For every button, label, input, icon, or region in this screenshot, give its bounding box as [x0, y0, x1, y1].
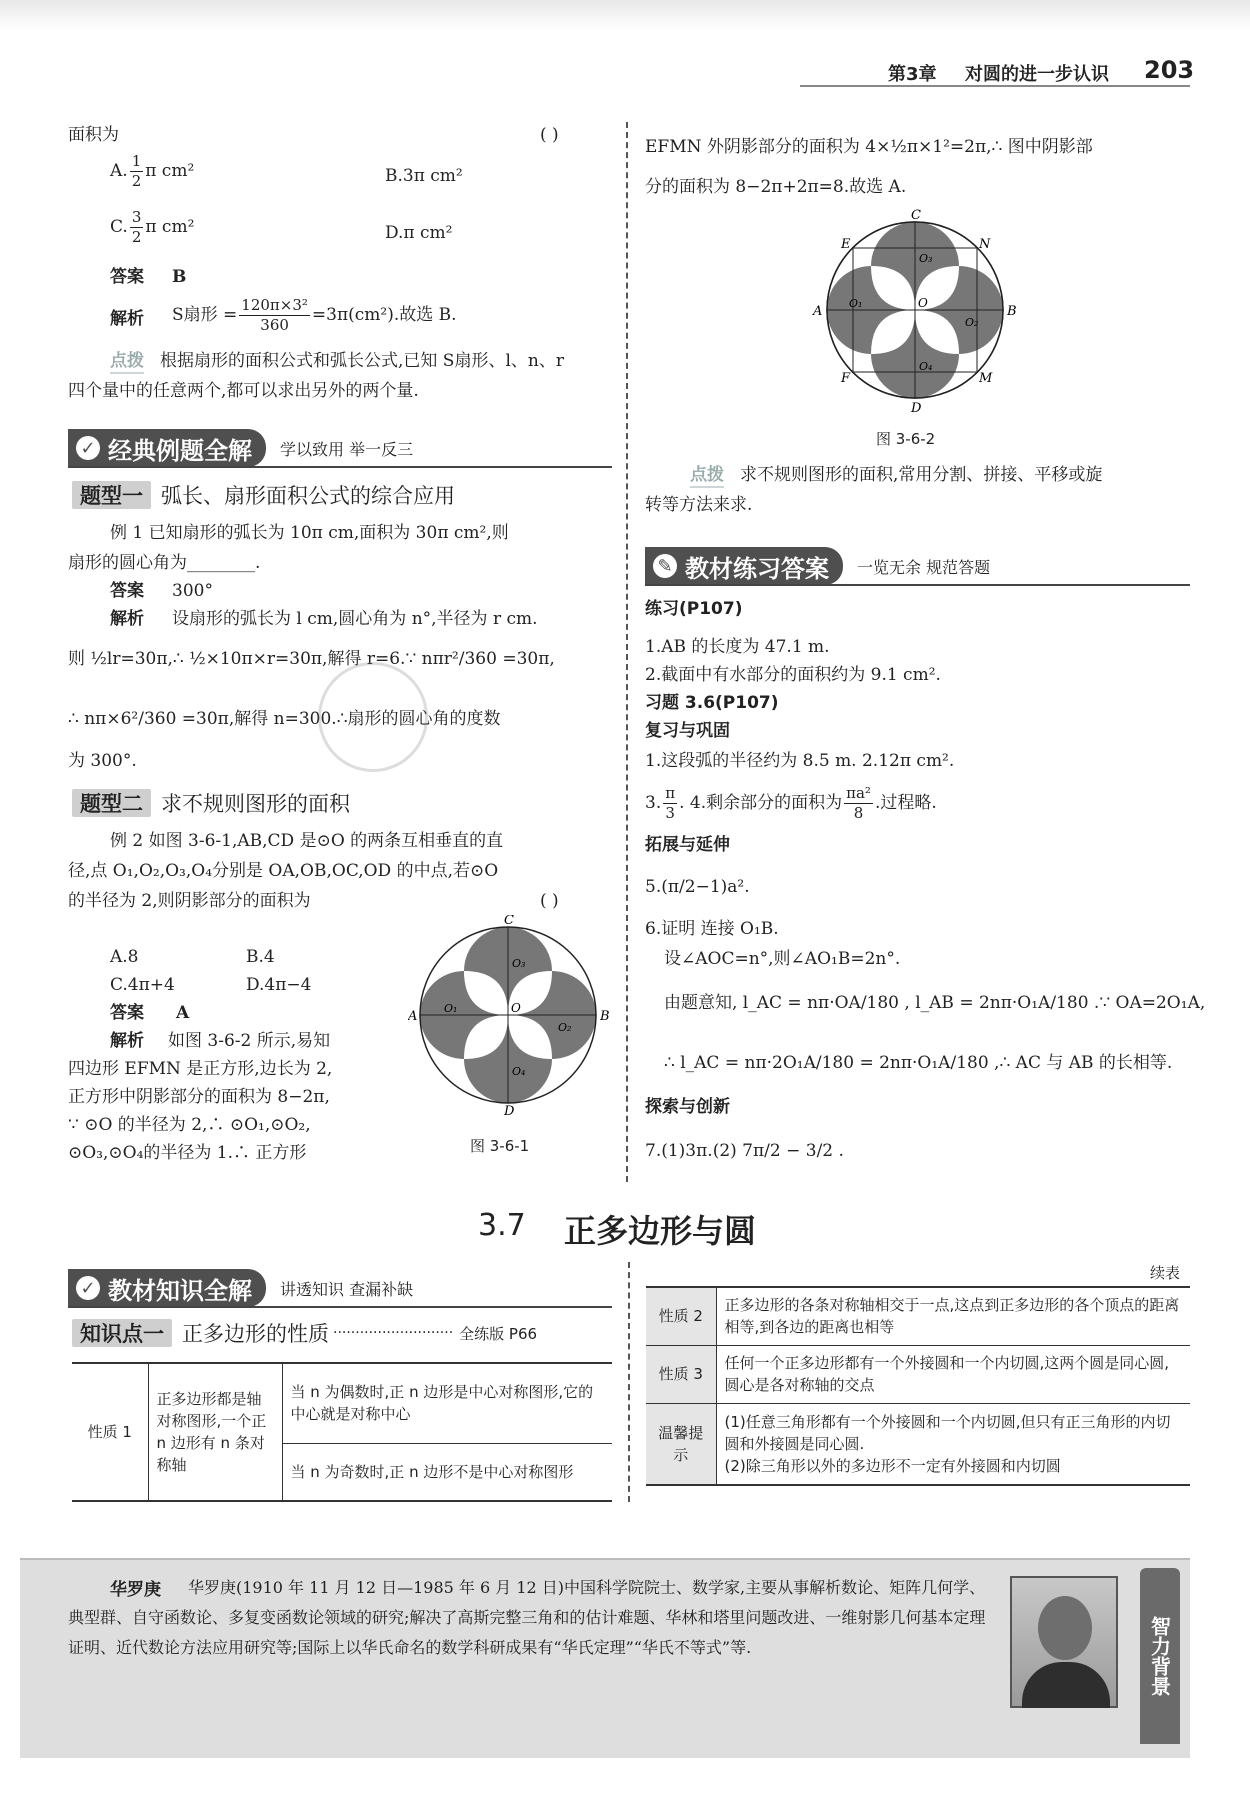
tip-label: 温馨提示	[646, 1403, 716, 1485]
tip-text: (1)任意三角形都有一个外接圆和一个内切圆,但只有正三角形的内切圆和外接圆是同心圆. (2)除三角形以外的多边形不一定有外接圆和内切圆	[716, 1403, 1190, 1485]
ex2-opt-a: A.8	[110, 947, 139, 967]
ex2-paren: ( )	[540, 891, 559, 911]
fig2-label-o: O	[918, 296, 928, 310]
practice-title: 练习(P107)	[645, 599, 743, 619]
answer-p2: 2.截面中有水部分的面积约为 9.1 cm².	[645, 665, 941, 685]
fig2-label-c: C	[911, 208, 921, 223]
fig2-label-o3: O₃	[919, 252, 933, 265]
ex1-jiexi-label: 解析	[110, 609, 144, 629]
answer-label-1: 答案	[110, 267, 144, 287]
page-number: 203	[1144, 56, 1195, 84]
answer-e6b: 设∠AOC=n°,则∠AO₁B=2n°.	[664, 949, 901, 969]
fig2-label-o4: O₄	[919, 360, 933, 373]
ex1-q2: 扇形的圆心角为________.	[68, 553, 261, 573]
ex1-jiexi: 设扇形的弧长为 l cm,圆心角为 n°,半径为 r cm.	[172, 609, 538, 629]
fig1-label-o3: O₃	[512, 957, 526, 970]
chapter-label: 第3章	[888, 64, 937, 85]
dianbo-label-1: 点拨	[110, 350, 144, 374]
ex2-jiexi-label: 解析	[110, 1031, 144, 1051]
fig2-label-d: D	[911, 401, 922, 416]
fig2-caption: 图 3-6-2	[876, 430, 936, 448]
option-a: A. $\frac{1}{2}$ π cm²	[110, 152, 195, 190]
answer-r2: 3. $\frac{\pi}{3}$ . 4.剩余部分的面积为 $\frac{\text{πa²}}{8}$ .过程略.	[645, 784, 937, 822]
section-classic: ✓ 经典例题全解 学以致用 举一反三	[68, 428, 413, 468]
feather-icon: ✎	[653, 554, 677, 578]
type1-heading: 题型一 弧长、扇形面积公式的综合应用	[72, 480, 455, 510]
answer-e5: 5.(π/2−1)a².	[645, 877, 750, 897]
dianbo2-line-1: 求不规则图形的面积,常用分割、拼接、平移或旋	[740, 465, 1103, 485]
ex1-q1: 例 1 已知扇形的弧长为 10π cm,面积为 30π cm²,则	[110, 523, 509, 543]
dianbo-line-1: 根据扇形的面积公式和弧长公式,已知 S扇形、l、n、r	[160, 351, 564, 371]
portrait-body	[1022, 1662, 1110, 1708]
fig2-label-b: B	[1007, 304, 1017, 319]
answer-1: B	[172, 267, 187, 287]
ex2-opt-b: B.4	[246, 947, 275, 967]
right-l2: 分的面积为 8−2π+2π=8.故选 A.	[645, 177, 907, 197]
explore-title: 探索与创新	[645, 1097, 730, 1117]
prop1-desc: 正多边形都是轴对称图形,一个正 n 边形有 n 条对称轴	[148, 1363, 282, 1501]
answer-e6d: ∴ l_AC = nπ·2O₁A/180 = 2nπ·O₁A/180 ,∴ AC 与 AB 的长相等.	[664, 1053, 1173, 1073]
dianbo2-line-2: 转等方法来求.	[645, 495, 753, 515]
fig2-label-e: E	[841, 237, 851, 252]
exercise-title: 习题 3.6(P107)	[645, 693, 779, 713]
dianbo-label-2: 点拨	[690, 464, 724, 488]
review-title: 复习与巩固	[645, 721, 730, 741]
portrait-frame	[1010, 1576, 1118, 1708]
ex2-j4: ∵ ⊙O 的半径为 2,∴ ⊙O₁,⊙O₂,	[68, 1115, 311, 1135]
property-table-right	[646, 1286, 1190, 1486]
q-intro: 面积为	[68, 125, 119, 145]
extension-title: 拓展与延伸	[645, 835, 730, 855]
section-number: 3.7	[478, 1208, 526, 1243]
property-table-left	[72, 1362, 612, 1502]
prop3-text: 任何一个正多边形都有一个外接圆和一个内切圆,这两个圆是同心圆,圆心是各对称轴的交点	[716, 1345, 1190, 1403]
answer-e6: 6.证明 连接 O₁B.	[645, 919, 779, 939]
section-title: 正多边形与圆	[564, 1212, 757, 1250]
fig1-label-d: D	[504, 1104, 515, 1115]
prop1-even: 当 n 为偶数时,正 n 边形是中心对称图形,它的中心就是对称中心	[282, 1363, 612, 1443]
ex2-q1: 例 2 如图 3-6-1,AB,CD 是⊙O 的两条互相垂直的直	[110, 831, 504, 851]
figure-3-6-1	[408, 915, 618, 1115]
type2-heading: 题型二 求不规则图形的面积	[72, 788, 350, 818]
answer-x7: 7.(1)3π.(2) 7π/2 − 3/2 .	[645, 1141, 844, 1161]
fig2-label-f: F	[841, 371, 851, 386]
jiexi-label-1: 解析	[110, 309, 144, 329]
option-b: B.3π cm²	[385, 166, 463, 186]
header-band	[0, 0, 1250, 30]
fig1-label-o2: O₂	[558, 1021, 572, 1034]
section-knowledge: ✓ 教材知识全解 讲透知识 查漏补缺	[68, 1268, 413, 1308]
ex2-j5: ⊙O₃,⊙O₄的半径为 1.∴ 正方形	[68, 1143, 307, 1163]
ex2-j2: 四边形 EFMN 是正方形,边长为 2,	[68, 1059, 333, 1079]
answer-r1: 1.这段弧的半径约为 8.5 m. 2.12π cm².	[645, 751, 955, 771]
option-c: C. $\frac{3}{2}$ π cm²	[110, 208, 195, 246]
fig2-label-o1: O₁	[849, 297, 863, 310]
ex2-q3: 的半径为 2,则阴影部分的面积为	[68, 891, 311, 911]
ex2-j3: 正方形中阴影部分的面积为 8−2π,	[68, 1087, 330, 1107]
fig1-label-b: B	[600, 1009, 610, 1024]
continued-label: 续表	[1150, 1264, 1181, 1282]
ex2-opt-d: D.4π−4	[246, 975, 312, 995]
column-divider-lower	[628, 1262, 630, 1502]
ex2-opt-c: C.4π+4	[110, 975, 175, 995]
prop2-text: 正多边形的各条对称轴相交于一点,这点到正多边形的各个顶点的距离相等,到各边的距离也相等	[716, 1287, 1190, 1345]
fig2-label-m: M	[979, 371, 993, 386]
check-icon: ✓	[76, 1276, 100, 1300]
fig2-label-a: A	[813, 304, 823, 319]
section-answers-rule	[645, 584, 1190, 586]
check-icon: ✓	[76, 436, 100, 460]
bio-name: 华罗庚	[110, 1580, 161, 1600]
prop3-label: 性质 3	[646, 1345, 716, 1403]
fig2-label-n: N	[979, 237, 991, 252]
prop1-label: 性质 1	[72, 1363, 148, 1501]
bio-text: 华罗庚(1910 年 11 月 12 日—1985 年 6 月 12 日)中国科学院院士、数学家,主要从事解析数论、矩阵几何学、典型群、自守函数论、多复变函数论领域的研究;解决了高斯完整三角和的估计难题、华林和塔里问题改进、一维射影几何基本定理证明、近代数论方法应用研究等;国际上以华氏命名的数学科研成果有“华氏定理”“华氏不等式”等.	[68, 1578, 986, 1657]
section-classic-rule	[68, 466, 612, 468]
portrait-icon	[1038, 1596, 1092, 1660]
ex1-eq2: ∴ nπ×6²/360 =30π,解得 n=300.∴扇形的圆心角的度数	[68, 709, 501, 729]
fig2-label-o2: O₂	[965, 316, 979, 329]
fig1-label-o1: O₁	[444, 1002, 458, 1015]
prop1-odd: 当 n 为奇数时,正 n 边形不是中心对称图形	[282, 1443, 612, 1501]
fig1-label-c: C	[504, 915, 514, 928]
fig1-label-a: A	[408, 1009, 418, 1024]
answer-p1: 1.AB 的长度为 47.1 m.	[645, 637, 830, 657]
ex2-q2: 径,点 O₁,O₂,O₃,O₄分别是 OA,OB,OC,OD 的中点,若⊙O	[68, 861, 499, 881]
chapter-title: 对圆的进一步认识	[965, 64, 1109, 85]
prop2-label: 性质 2	[646, 1287, 716, 1345]
ex1-eq3: 为 300°.	[68, 751, 137, 771]
ex2-answer-label: 答案	[110, 1003, 144, 1023]
right-l1: EFMN 外阴影部分的面积为 4×½π×1²=2π,∴ 图中阴影部	[645, 137, 1093, 157]
column-divider	[626, 122, 628, 1182]
option-d: D.π cm²	[385, 223, 453, 243]
ex1-answer-label: 答案	[110, 581, 144, 601]
side-label: 智力背景	[1140, 1568, 1180, 1744]
section-answers: ✎ 教材练习答案 一览无余 规范答题	[645, 546, 990, 586]
fig1-label-o4: O₄	[512, 1065, 526, 1078]
fig1-label-o: O	[511, 1001, 521, 1015]
section-knowledge-rule	[68, 1306, 612, 1308]
q-paren: ( )	[540, 125, 559, 145]
figure-3-6-2	[800, 200, 1030, 420]
ex2-j1: 如图 3-6-2 所示,易知	[168, 1031, 331, 1051]
jiexi-1: S扇形 = $\frac{\text{120π×3²}}{360}$ =3π(cm²).故选 B.	[172, 296, 457, 334]
answer-e6c: 由题意知, l_AC = nπ·OA/180 , l_AB = 2nπ·O₁A/180 .∵ OA=2O₁A,	[664, 993, 1206, 1013]
ex1-eq1: 则 ½lr=30π,∴ ½×10π×r=30π,解得 r=6.∵ nπr²/360 =30π,	[68, 649, 555, 669]
ex2-answer: A	[176, 1003, 190, 1023]
ex1-answer: 300°	[172, 581, 213, 601]
fig1-caption: 图 3-6-1	[470, 1137, 530, 1155]
knowledge-point-heading: 知识点一 正多边形的性质 ··························· 全练版 P66	[72, 1318, 612, 1348]
dianbo-line-2: 四个量中的任意两个,都可以求出另外的两个量.	[68, 381, 419, 401]
